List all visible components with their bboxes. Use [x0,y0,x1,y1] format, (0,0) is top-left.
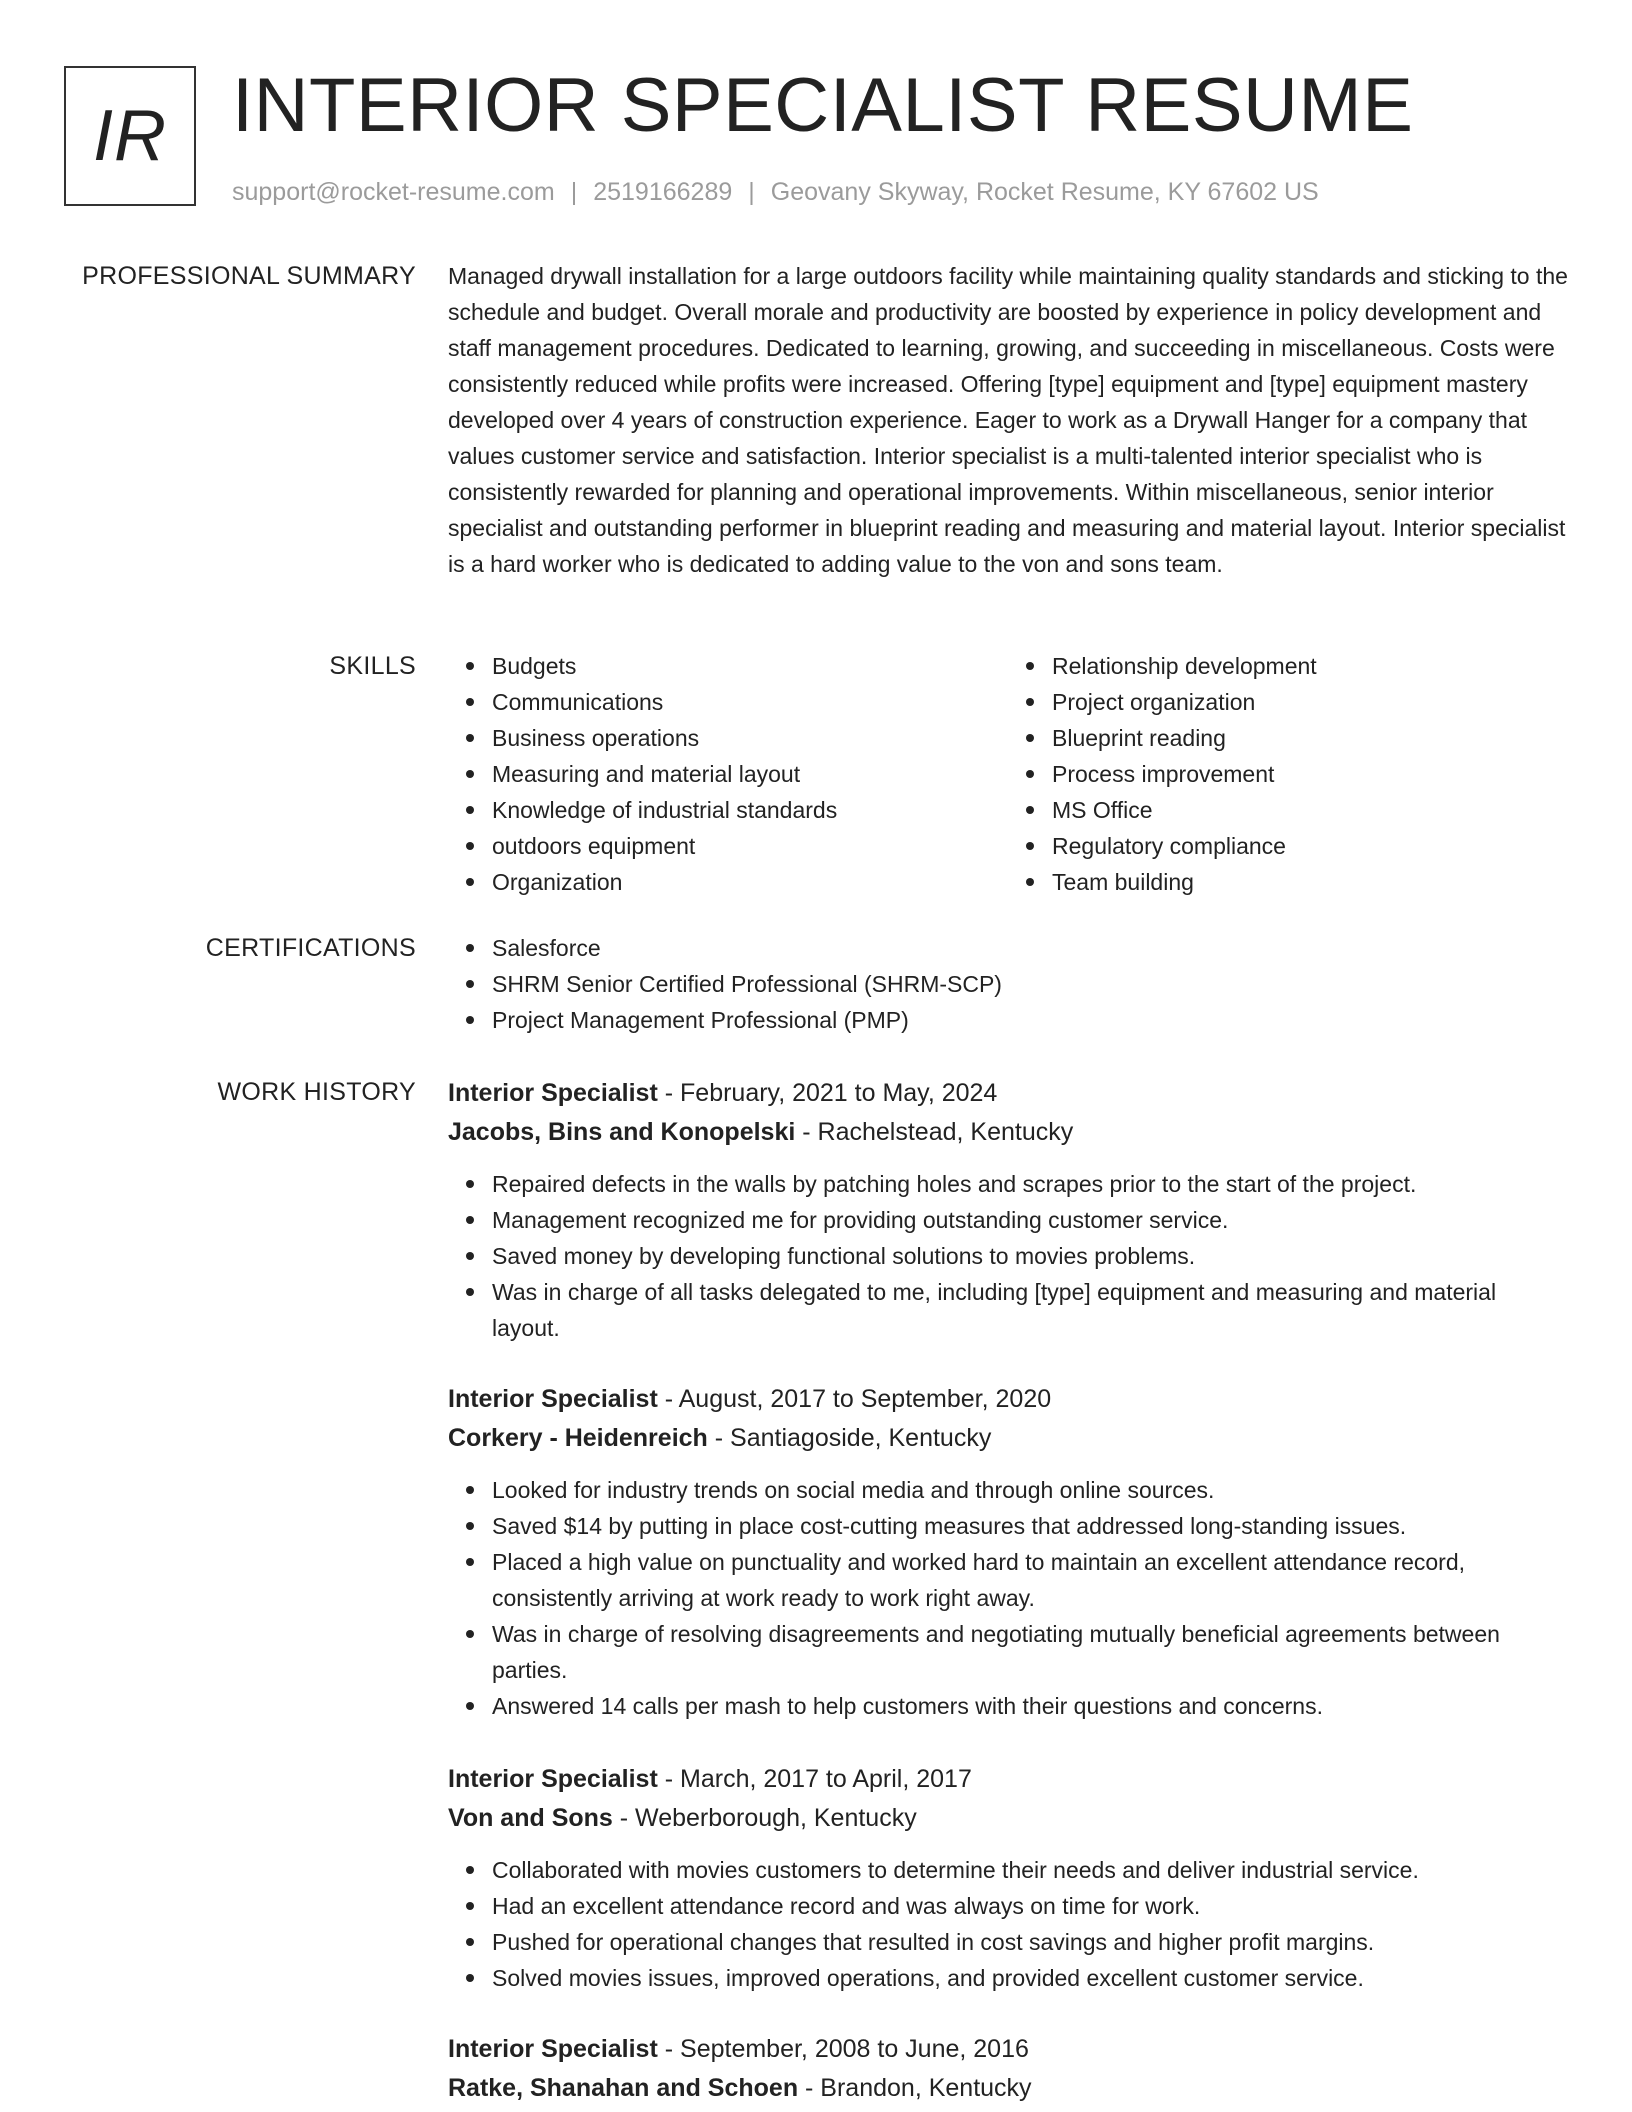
skill-item: Communications [492,684,1008,720]
job-duty: Was in charge of resolving disagreements and negotiating mutually beneficial agreements between parties. [492,1616,1568,1688]
skill-item: Process improvement [1052,756,1568,792]
job-title: Interior Specialist [448,1079,658,1107]
skills-list-right [1008,648,1568,900]
certifications-body [448,930,1568,1038]
contact-phone: 2519166289 [593,178,733,206]
skill-item: Business operations [492,720,1008,756]
summary-text: Managed drywall installation for a large outdoors facility while maintaining quality standards and sticking to the schedule and budget. Overall morale and productivity are boosted by experience in policy development and staff management procedures. Dedicated to learning, growing, and succeeding in miscellaneous. Costs were consistently reduced while profits were increased. Offering [type] equipment and [type] equipment mastery developed over 4 years of construction experience. Eager to work as a Drywall Hanger for a company that values customer service and satisfaction. Interior specialist is a multi-talented interior specialist who is consistently rewarded for planning and operational improvements. Within miscellaneous, senior interior specialist and outstanding performer in blueprint reading and measuring and material layout. Interior specialist is a hard worker who is dedicated to adding value to the von and sons team. [448,263,1568,577]
job-entry [448,1074,1568,1346]
job-location: - Rachelstead, Kentucky [795,1118,1074,1146]
job-company: Corkery - Heidenreich [448,1424,708,1452]
job-duty: Pushed for operational changes that resulted in cost savings and higher profit margins. [492,1924,1568,1960]
job-company-line [448,1113,1568,1152]
skill-item: Relationship development [1052,648,1568,684]
skill-item: Blueprint reading [1052,720,1568,756]
skill-item: Regulatory compliance [1052,828,1568,864]
job-company: Ratke, Shanahan and Schoen [448,2074,799,2102]
job-duty: Repaired defects in the walls by patching holes and scrapes prior to the start of the project. [492,1166,1568,1202]
contact-separator: | [570,178,578,206]
job-location: - Brandon, Kentucky [798,2074,1032,2102]
certification-item: Salesforce [492,930,1568,966]
job-company: Von and Sons [448,1804,613,1832]
job-title: Interior Specialist [448,1765,658,1793]
skill-item: Team building [1052,864,1568,900]
job-company-line [448,2069,1568,2108]
section-label-certifications: CERTIFICATIONS [205,934,416,962]
job-duty: Saved money by developing functional solutions to movies problems. [492,1238,1568,1274]
job-duty: Had an excellent attendance record and was always on time for work. [492,1888,1568,1924]
skill-item: Knowledge of industrial standards [492,792,1008,828]
section-label-work-history: WORK HISTORY [217,1078,416,1106]
skills-body [448,648,1568,900]
contact-email: support@rocket-resume.com [232,178,555,206]
job-duty: Was in charge of all tasks delegated to me, including [type] equipment and measuring and material layout. [492,1274,1568,1346]
job-duties-list [448,1472,1568,1724]
job-dates: - August, 2017 to September, 2020 [657,1385,1052,1413]
monogram-badge: IR [64,66,196,206]
job-company-line [448,1799,1568,1838]
job-company: Jacobs, Bins and Konopelski [448,1118,796,1146]
job-duties-list [448,1166,1568,1346]
section-label-summary: PROFESSIONAL SUMMARY [82,262,416,290]
job-dates: - September, 2008 to June, 2016 [657,2035,1029,2063]
job-company-line [448,1419,1568,1458]
resume-header [64,63,1564,216]
job-title: Interior Specialist [448,1385,658,1413]
certification-item: SHRM Senior Certified Professional (SHRM-SCP) [492,966,1568,1002]
job-duty: Looked for industry trends on social media and through online sources. [492,1472,1568,1508]
job-duty: Answered 14 calls per mash to help customers with their questions and concerns. [492,1688,1568,1724]
job-duty: Placed a high value on punctuality and worked hard to maintain an excellent attendance record, consistently arriving at work ready to work right away. [492,1544,1568,1616]
section-label-skills: SKILLS [329,652,416,680]
contact-address: Geovany Skyway, Rocket Resume, KY 67602 US [770,178,1319,206]
contact-separator: | [748,178,755,206]
job-duties-list [448,1852,1568,1996]
job-duty: Management recognized me for providing outstanding customer service. [492,1202,1568,1238]
summary-body [448,258,1568,582]
job-location: - Weberborough, Kentucky [612,1804,917,1832]
skills-list-left [448,648,1008,900]
job-entry [448,1380,1568,1724]
certifications-list [448,930,1568,1038]
skill-item: MS Office [1052,792,1568,828]
job-dates: - March, 2017 to April, 2017 [657,1765,972,1793]
job-entry [448,1760,1568,1996]
job-duty: Saved $14 by putting in place cost-cutting measures that addressed long-standing issues. [492,1508,1568,1544]
job-entry [448,2030,1568,2108]
skill-item: Budgets [492,648,1008,684]
certification-item: Project Management Professional (PMP) [492,1002,1568,1038]
job-title-line [448,2030,1568,2069]
contact-line [232,176,1319,208]
job-duty: Solved movies issues, improved operations, and provided excellent customer service. [492,1960,1568,1996]
job-title-line [448,1074,1568,1113]
skill-item: Project organization [1052,684,1568,720]
job-title-line [448,1760,1568,1799]
job-duty: Collaborated with movies customers to determine their needs and deliver industrial service. [492,1852,1568,1888]
job-dates: - February, 2021 to May, 2024 [657,1079,998,1107]
job-title-line [448,1380,1568,1419]
job-title: Interior Specialist [448,2035,658,2063]
page-title: INTERIOR SPECIALIST RESUME [232,63,1414,148]
skill-item: Measuring and material layout [492,756,1008,792]
job-location: - Santiagoside, Kentucky [707,1424,992,1452]
skill-item: outdoors equipment [492,828,1008,864]
skill-item: Organization [492,864,1008,900]
